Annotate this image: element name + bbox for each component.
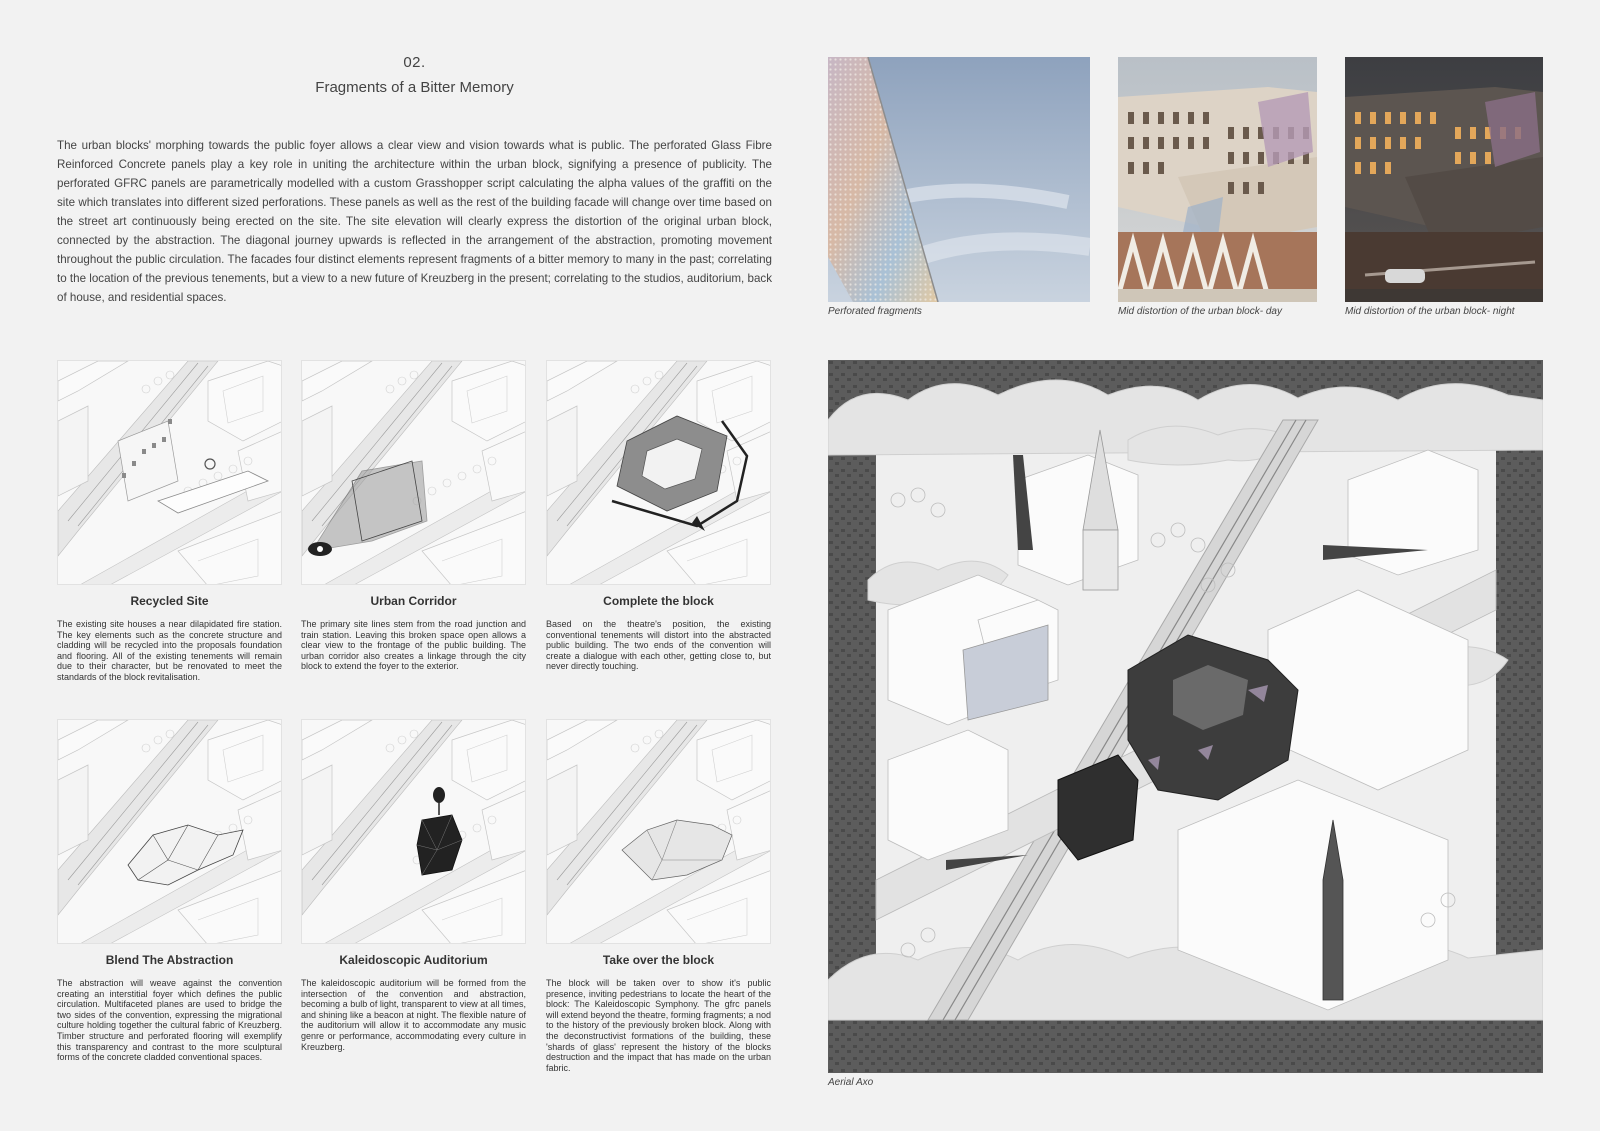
diagram-take-over-the-block	[546, 719, 771, 944]
diagram-title: Urban Corridor	[370, 594, 457, 608]
page-title: Fragments of a Bitter Memory	[315, 79, 514, 96]
aerial-axo-image	[828, 360, 1543, 1073]
diagram-title: Kaleidoscopic Auditorium	[339, 953, 488, 967]
diagram-title: Take over the block	[602, 953, 715, 967]
diagram-description: The kaleidoscopic auditorium will be formed from the intersection of the convention and abstraction, becoming a bulb of light, transparent to view at all times, and shining like a beacon at night. The flexible nature of the auditorium will allow it to accommodate any music genre or performance, accommodating every culture in Kreuzberg.	[301, 978, 526, 1052]
diagram-recycled-site	[57, 360, 282, 585]
diagram-description: The block will be taken over to show it's public presence, inviting pedestrians to locate the heart of the block: The Kaleidoscopic Symphony. The gfrc panels will extend beyond the theatre, forming fragments; a nod to the history of the previously broken block. Along with the deconstructivist formations of the building, these 'shards of glass' represent the history of the blocks destruction and the impact that has made on the urban fabric.	[546, 978, 771, 1073]
diagram-title: Blend The Abstraction	[105, 953, 234, 967]
diagram-description: The primary site lines stem from the road junction and train station. Leaving this broken space open allows a clear view to the frontage of the public building. The urban corridor also creates a linkage through the city block to extend the foyer to the exterior.	[301, 619, 526, 672]
photo-perforated-fragments	[828, 57, 1090, 302]
diagram-blend-the-abstraction	[57, 719, 282, 944]
photo-caption: Mid distortion of the urban block- night	[1345, 306, 1515, 317]
diagram-description: Based on the theatre's position, the existing conventional tenements will distort into the abstracted public building. The two ends of the convention will create a dialogue with each other, getting close to, but never directly touching.	[546, 619, 771, 672]
diagram-kaleidoscopic-auditorium	[301, 719, 526, 944]
section-number: 02.	[403, 54, 426, 71]
photo-night	[1345, 57, 1543, 302]
diagram-title: Recycled Site	[130, 594, 209, 608]
photo-caption: Perforated fragments	[828, 306, 922, 317]
intro-paragraph: The urban blocks' morphing towards the public foyer allows a clear view and vision towards what is public. The perforated Glass Fibre Reinforced Concrete panels play a key role in uniting the architecture within the urban block, signifying a presence of publicity. The perforated GFRC panels are parametrically modelled with a custom Grasshopper script calculating the alpha values of the graffiti on the site which translates into different sized perforations. These panels as well as the rest of the building facade will change over time based on the street art continuously being erected on the site. The site elevation will clearly express the distortion of the original urban block, connected by the abstraction. The diagonal journey upwards is reflected in the arrangement of the abstraction, promoting movement throughout the public circulation. The facades four distinct elements represent fragments of a bitter memory to many in the past; correlating to the location of the previous tenements, but a view to a new future of Kreuzberg in the present; correlating to the studios, auditorium, back of house, and residential spaces.	[57, 139, 772, 304]
diagram-complete-the-block	[546, 360, 771, 585]
photo-caption: Mid distortion of the urban block- day	[1118, 306, 1282, 317]
diagram-description: The abstraction will weave against the convention creating an interstitial foyer which defines the public circulation. Multifaceted planes are used to bridge the two sides of the convention, expressing the migrational culture holding together the cultural fabric of Kreuzberg. Timber structure and perforated flooring will exemplify this transparency and contrast to the more sculptural forms of the concrete cladded conventional spaces.	[57, 978, 282, 1063]
axo-caption: Aerial Axo	[828, 1077, 874, 1088]
diagram-urban-corridor	[301, 360, 526, 585]
diagram-title: Complete the block	[603, 594, 714, 608]
photo-day	[1118, 57, 1317, 302]
diagram-description: The existing site houses a near dilapidated fire station. The key elements such as the concrete structure and cladding will be recycled into the proposals foundation and flooring. All of the existing tenements will remain due to their character, but be renovated to meet the standards of the block revitalisation.	[57, 619, 282, 682]
